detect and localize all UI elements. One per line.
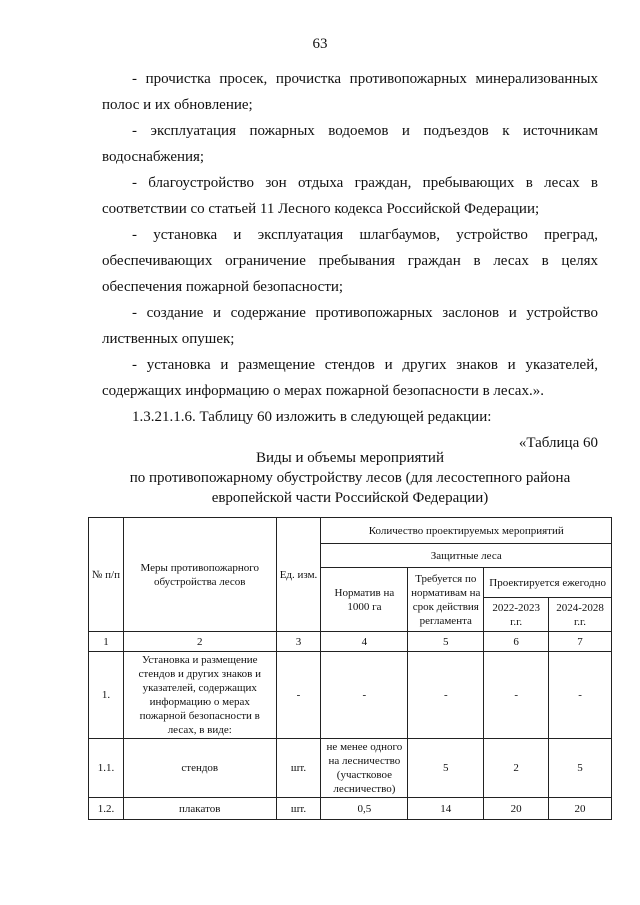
cell-2022: - [484, 652, 549, 739]
header-num: № п/п [89, 518, 124, 632]
instruction-line: 1.3.21.1.6. Таблицу 60 изложить в следующей редакции: [132, 409, 492, 425]
table-title-line: европейской части Российской Федерации) [211, 490, 489, 506]
cell-unit: - [276, 652, 321, 739]
cell-2022: 2 [484, 739, 549, 798]
header-quantity: Количество проектируемых мероприятий [321, 518, 612, 544]
measures-table [88, 517, 612, 820]
paragraph-line: - прочистка просек, прочистка противопожарных минерализованных [132, 71, 598, 87]
column-number: 5 [408, 632, 484, 652]
cell-2022: 20 [484, 798, 549, 820]
paragraph-line: - эксплуатация пожарных водоемов и подъездов к источникам [132, 123, 598, 139]
cell-unit: шт. [276, 739, 321, 798]
header-unit: Ед. изм. [276, 518, 321, 632]
header-norm: Норматив на 1000 га [321, 568, 408, 632]
cell-unit: шт. [276, 798, 321, 820]
cell-required: 5 [408, 739, 484, 798]
table-caption: «Таблица 60 [518, 435, 598, 451]
paragraph-line: полос и их обновление; [102, 97, 253, 113]
cell-num: 1. [89, 652, 124, 739]
paragraph-line: - установка и размещение стендов и других знаков и указателей, [132, 357, 598, 373]
cell-name: плакатов [123, 798, 276, 820]
paragraph-line: обеспечения пожарной безопасности; [102, 279, 344, 295]
cell-2024: 5 [549, 739, 612, 798]
column-number: 6 [484, 632, 549, 652]
paragraph-line: - создание и содержание противопожарных заслонов и устройство [132, 305, 598, 321]
table-title [102, 448, 598, 508]
cell-required: 14 [408, 798, 484, 820]
cell-norm: не менее одного на лесничество (участковое лесничество) [321, 739, 408, 798]
cell-num: 1.2. [89, 798, 124, 820]
column-number: 3 [276, 632, 321, 652]
paragraph-line: - установка и эксплуатация шлагбаумов, устройство преград, [132, 227, 598, 243]
cell-required: - [408, 652, 484, 739]
table-row [89, 652, 612, 739]
cell-num: 1.1. [89, 739, 124, 798]
page-number: 63 [312, 36, 328, 52]
table-row [89, 798, 612, 820]
paragraph-line: содержащих информацию о мерах пожарной безопасности в лесах.». [102, 383, 544, 399]
header-measures: Меры противопожарного обустройства лесов [123, 518, 276, 632]
paragraph-line: лиственных опушек; [102, 331, 235, 347]
cell-name: стендов [123, 739, 276, 798]
paragraph-line: соответствии со статьей 11 Лесного кодекса Российской Федерации; [102, 201, 540, 217]
cell-2024: - [549, 652, 612, 739]
header-protective-forests: Защитные леса [321, 544, 612, 568]
table-title-line: по противопожарному обустройству лесов (для лесостепного района [129, 470, 571, 486]
paragraph-line: обеспечивающих ограничение пребывания граждан в лесах в целях [102, 253, 598, 269]
body-text [102, 66, 598, 456]
header-required: Требуется по нормативам на срок действия регламента [408, 568, 484, 632]
table-title-line: Виды и объемы мероприятий [256, 450, 444, 466]
column-number: 2 [123, 632, 276, 652]
cell-2024: 20 [549, 798, 612, 820]
cell-norm: - [321, 652, 408, 739]
column-number: 1 [89, 632, 124, 652]
table-row [89, 739, 612, 798]
column-number: 7 [549, 632, 612, 652]
cell-norm: 0,5 [321, 798, 408, 820]
header-2024: 2024-2028 г.г. [549, 598, 612, 632]
paragraph-line: водоснабжения; [102, 149, 205, 165]
header-2022: 2022-2023 г.г. [484, 598, 549, 632]
paragraph-line: - благоустройство зон отдыха граждан, пребывающих в лесах в [132, 175, 598, 191]
header-annual: Проектируется ежегодно [484, 568, 612, 598]
column-number: 4 [321, 632, 408, 652]
cell-name: Установка и размещение стендов и других знаков и указателей, содержащих информацию о мерах пожарной безопасности в лесах, в виде: [123, 652, 276, 739]
